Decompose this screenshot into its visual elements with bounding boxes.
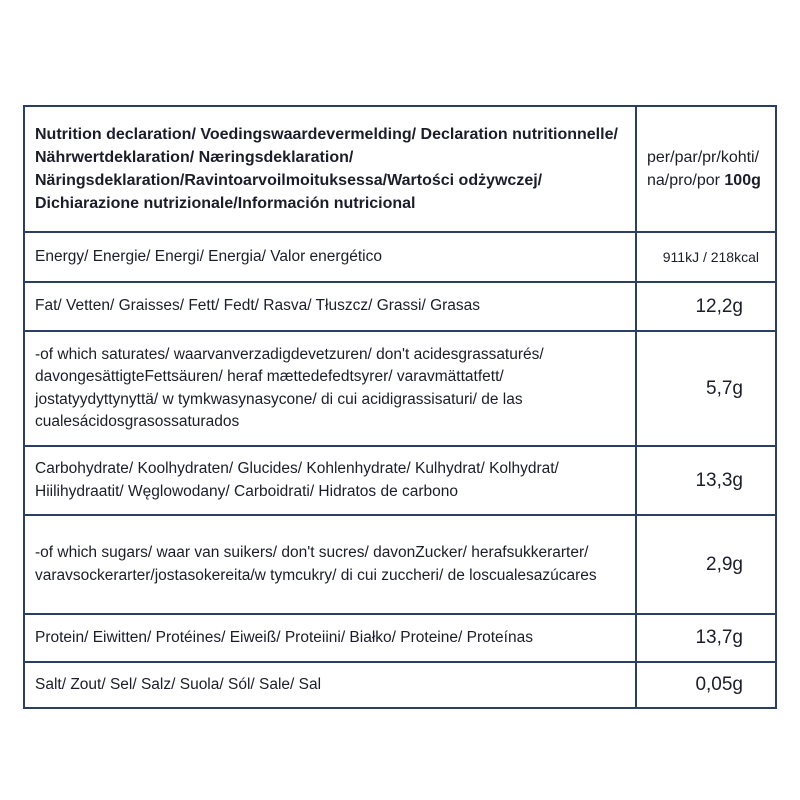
row-energy-value <box>637 233 775 283</box>
nutrient-name: Fat/ Vetten/ Graisses/ Fett/ Fedt/ Rasva/ Tłuszcz/ Grassi/ Grasas <box>35 297 481 315</box>
row-energy-label <box>25 233 637 283</box>
per-line-2 <box>647 169 761 192</box>
row-saturates-label <box>25 332 637 447</box>
row-protein-value <box>637 615 775 663</box>
nutrition-table <box>23 105 777 709</box>
row-saturates-value <box>637 332 775 447</box>
nutrient-value: 0,05g <box>695 674 743 695</box>
nutrient-name: -of which saturates/ waarvanverzadigdevetzuren/ don't acidesgrassaturés/ davongesättigteFettsäuren/ heraf mættedefedtsyrer/ varavmättatfett/ jostatyydyttynyttä/ w tymkwasynasycone/ di cui acidigrassisaturi/ de las cualesácidosgrasossaturados <box>35 345 544 430</box>
nutrient-name: Protein/ Eiwitten/ Protéines/ Eiweiß/ Proteiini/ Białko/ Proteine/ Proteínas <box>35 628 533 646</box>
row-salt-value <box>637 663 775 707</box>
row-sugars-label <box>25 516 637 615</box>
per-line-2-amount: 100g <box>724 172 761 189</box>
row-carbohydrate-label <box>25 447 637 516</box>
nutrient-value: 5,7g <box>706 377 743 399</box>
nutrient-name: Carbohydrate/ Koolhydraten/ Glucides/ Kohlenhydrate/ Kulhydrat/ Kolhydrat/ Hiilihydraatit/ Węglowodany/ Carboidrati/ Hidratos de carbono <box>35 460 559 500</box>
nutrient-name: Energy/ Energie/ Energi/ Energia/ Valor energético <box>35 247 382 265</box>
nutrient-value: 2,9g <box>706 553 743 575</box>
header-text: Nutrition declaration/ Voedingswaardevermelding/ Declaration nutritionnelle/ Nährwertdeklaration/ Næringsdeklaration/ Näringsdeklaration/Ravintoarvoilmoituksessa/Wartości odżywczej/ Dichiarazione nutrizionale/Información nutricional <box>35 126 618 212</box>
per-line-1: per/par/pr/kohti/ <box>647 149 760 166</box>
table-header-per <box>637 107 775 233</box>
nutrient-name: -of which sugars/ waar van suikers/ don't sucres/ davonZucker/ herafsukkerarter/ varavsockerarter/jostasokereita/w tymcukry/ di cui zuccheri/ de loscualesazúcares <box>35 544 597 584</box>
row-sugars-value <box>637 516 775 615</box>
row-fat-label <box>25 283 637 332</box>
nutrient-value: 911kJ / 218kcal <box>662 249 759 265</box>
nutrient-value: 12,2g <box>695 295 743 317</box>
row-salt-label <box>25 663 637 707</box>
table-header-label <box>25 107 637 233</box>
nutrient-value: 13,7g <box>695 627 743 648</box>
row-fat-value <box>637 283 775 332</box>
per-text <box>647 146 761 192</box>
nutrient-name: Salt/ Zout/ Sel/ Salz/ Suola/ Sól/ Sale/ Sal <box>35 675 322 693</box>
per-line-2-prefix: na/pro/por <box>647 172 720 189</box>
row-carbohydrate-value <box>637 447 775 516</box>
nutrient-value: 13,3g <box>695 469 743 491</box>
row-protein-label <box>25 615 637 663</box>
